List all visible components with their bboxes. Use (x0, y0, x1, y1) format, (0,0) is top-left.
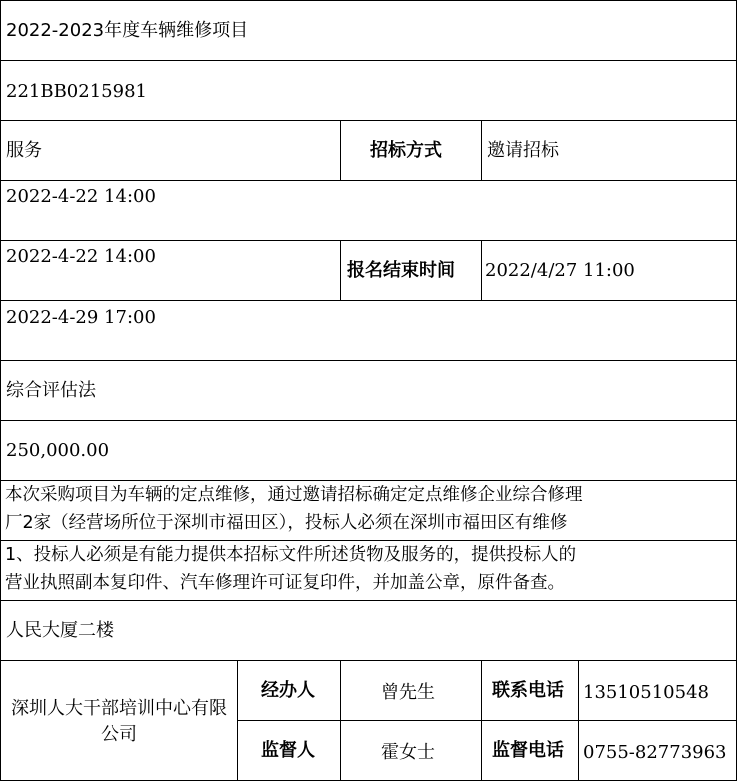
bidder-requirements: 营业执照副本复印件、汽车修理许可证复印件，并加盖公章，原件备查。 (5, 573, 565, 593)
project-code: 221BB0215981 (6, 81, 147, 102)
table-border-top (0, 0, 737, 1)
col-divider (340, 120, 341, 180)
row-divider (0, 540, 737, 541)
col-divider (340, 660, 341, 781)
bidder-requirements: 1、投标人必须是有能力提供本招标文件所述货物及服务的，提供投标人的 (5, 545, 577, 565)
organization-name: 深圳人大干部培训中心有限公司 (11, 698, 227, 745)
bid-method-label: 招标方式 (370, 140, 442, 161)
row-divider (237, 720, 737, 721)
supervisor-name: 霍女士 (381, 742, 435, 763)
row-divider (0, 420, 737, 421)
project-name: 2022-2023年度车辆维修项目 (6, 20, 249, 41)
evaluation-method: 综合评估法 (6, 380, 96, 401)
location: 人民大厦二楼 (6, 620, 114, 641)
table-border-left (0, 0, 1, 781)
phone-label: 联系电话 (492, 680, 564, 701)
row-divider (0, 60, 737, 61)
registration-deadline-value: 2022/4/27 11:00 (485, 260, 635, 281)
row-divider (0, 180, 737, 181)
registration-deadline-label: 报名结束时间 (347, 260, 455, 281)
row-divider (0, 240, 737, 241)
row-divider (0, 600, 737, 601)
row-divider (0, 360, 737, 361)
row-divider (0, 300, 737, 301)
row-divider (0, 480, 737, 481)
procurement-category: 服务 (6, 140, 42, 161)
col-divider (481, 660, 482, 781)
date-field: 2022-4-29 17:00 (6, 307, 156, 328)
handler-label: 经办人 (261, 680, 315, 701)
supervisor-phone-label: 监督电话 (492, 740, 564, 761)
budget-amount: 250,000.00 (6, 440, 110, 461)
contact-phone: 13510510548 (583, 682, 709, 703)
col-divider (340, 240, 341, 300)
project-description: 本次采购项目为车辆的定点维修，通过邀请招标确定定点维修企业综合修理 (5, 485, 583, 505)
date-field: 2022-4-22 14:00 (6, 246, 156, 267)
col-divider (481, 240, 482, 300)
col-divider (481, 120, 482, 180)
date-field: 2022-4-22 14:00 (6, 186, 156, 207)
handler-name: 曾先生 (381, 682, 435, 703)
supervisor-phone: 0755-82773963 (583, 742, 727, 763)
bid-method-value: 邀请招标 (487, 140, 559, 161)
col-divider (237, 660, 238, 781)
row-divider (0, 120, 737, 121)
project-description: 厂2家（经营场所位于深圳市福田区），投标人必须在深圳市福田区有维修 (5, 513, 568, 533)
row-divider (0, 660, 737, 661)
col-divider (578, 660, 579, 781)
supervisor-label: 监督人 (261, 740, 315, 761)
